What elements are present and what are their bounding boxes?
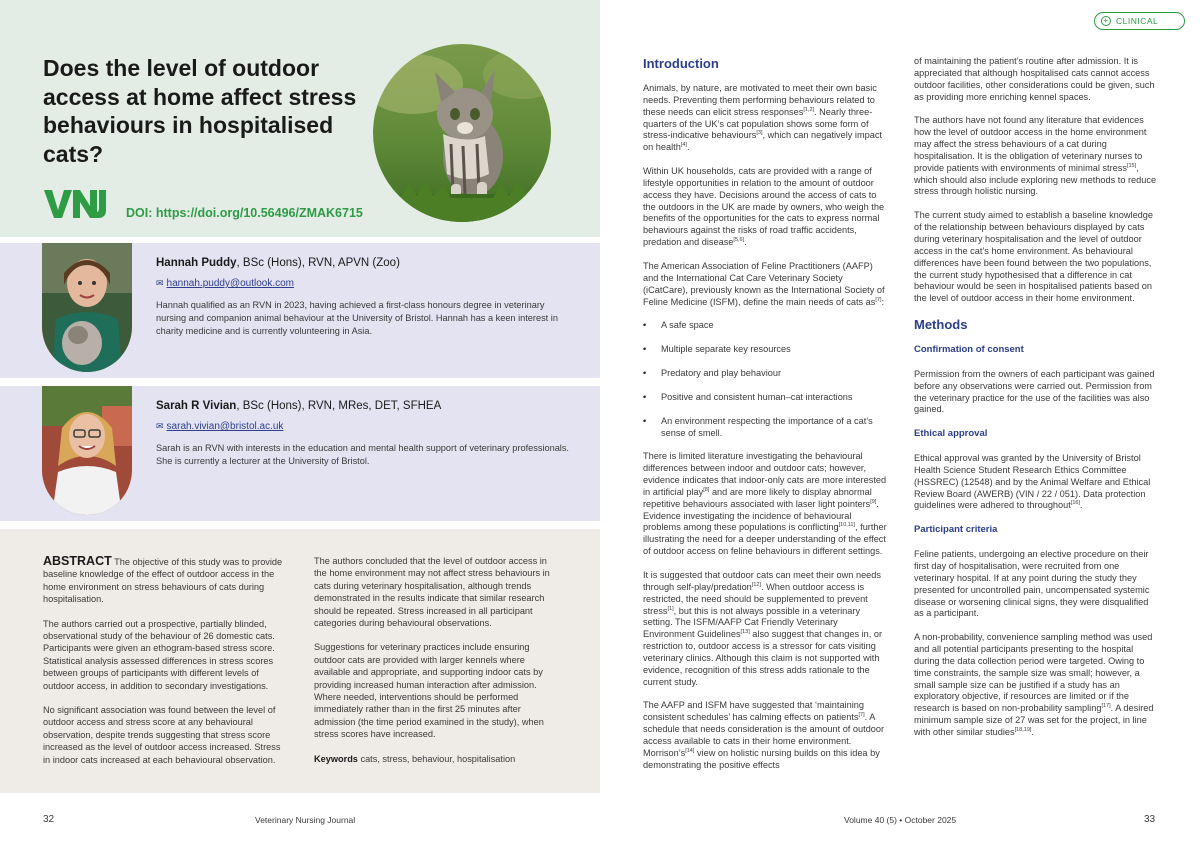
criteria-heading: Participant criteria xyxy=(914,524,998,536)
svg-text:VNJ: VNJ xyxy=(43,188,45,189)
author-email-link[interactable]: ✉ sarah.vivian@bristol.ac.uk xyxy=(156,421,284,432)
body-paragraph: A non-probability, convenience sampling method was used and all potential participants presenting to the hospital during the data collection period were targeted. Owing to time constraints, the sample size was small; however, a small sample size can be justified if a study has an exploratory objective, if resources are limited or if the research is based on non-probability sampling[17]. A desired minimum sample size of 27 was set for the project, in line with other similar studies[18,19]. xyxy=(914,632,1154,737)
author-bio: Sarah is an RVN with interests in the education and mental health support of veterinary professionals. She is currently a lecturer at the University of Bristol. xyxy=(156,443,569,467)
body-paragraph: Ethical approval was granted by the University of Bristol Health Science Student Research Ethics Committee (HSSREC) (12548) and by the Animal Welfare and Ethical Review Board (AWERB) (VIN / 22 / 051). Data protection guidelines were adhered to throughout[16]. xyxy=(914,453,1151,511)
abstract-heading: ABSTRACT xyxy=(43,554,112,568)
methods-heading: Methods xyxy=(914,317,968,333)
body-paragraph: Animals, by nature, are motivated to meet their own basic needs. Preventing them performing behaviours related to these needs can elicit stress responses[1,2]. Nearly three-quarters of the UK’s cat population shows some form of stress-indicative behaviours[3], which can negatively impact on health[4]. xyxy=(643,83,882,153)
needs-list xyxy=(643,320,889,439)
vnj-logo xyxy=(43,188,113,225)
author-panel-1 xyxy=(0,243,600,378)
author-panel-2 xyxy=(0,386,600,521)
body-paragraph: Feline patients, undergoing an elective procedure on their first day of hospitalisation, were recruited from one veterinary hospital. If at any point during the study they presented for uncontrolled pain, uncompensated systemic disease or worsening clinical signs, they were disqualified as a participant. xyxy=(914,549,1150,619)
page-number-right: 33 xyxy=(1144,814,1156,825)
body-paragraph: Within UK households, cats are provided with a range of lifestyle opportunities in relation to the amount of outdoor access they have. Decisions around the access of cats to the outdoors in the UK are made by owners, who weigh the benefits of the opportunities for the cats to express normal behaviours against the risks of road traffic accidents, predation and disease[5,6]. xyxy=(643,166,885,248)
envelope-icon: ✉ xyxy=(156,278,164,288)
abstract-paragraph: The authors concluded that the level of outdoor access in the home environment may not affect stress behaviours in cats during veterinary hospitalisation, although trends demonstrated in the results indicate that similar research should be repeated. Stress increased in all participant categories during behavioural observations. xyxy=(314,556,550,629)
body-paragraph: The American Association of Feline Practitioners (AAFP) and the International Cat Care Veterinary Society (iCatCare), previously known as the International Society of Feline Medicine (ISFM), define the main needs of cats as[7]: xyxy=(643,260,885,307)
article-title: Does the level of outdoor access at home affect stress behaviours in hospitalised cats? xyxy=(43,55,357,167)
body-paragraph: The AAFP and ISFM have suggested that ‘maintaining consistent schedules’ has calming effects on patients[7]. A schedule that needs consideration is the amount of outdoor access available to cats in their home environment. Morrison’s[14] view on holistic nursing builds on this idea by demonstrating the positive effects xyxy=(643,700,885,770)
author-photo-hannah xyxy=(42,243,132,372)
abstract-column-1 xyxy=(43,555,285,778)
body-paragraph: The authors have not found any literature that evidences how the level of outdoor access in the home environment may affect the stress behaviours of a cat during hospitalisation. It is the obligation of veterinary nurses to provide patients with environments of minimal stress[15], which should also include exploring new methods to reduce stress through holistic nursing. xyxy=(914,115,1157,197)
author-name: Sarah R Vivian, BSc (Hons), RVN, MRes, DET, SFHEA xyxy=(156,400,442,412)
body-paragraph: of maintaining the patient’s routine after admission. It is appreciated that although hospitalised cats cannot access outdoor facilities, other considerations could be given, such as providing more enriching kennel spaces. xyxy=(914,56,1155,102)
abstract-paragraph: The authors carried out a prospective, partially blinded, observational study of the behaviour of 26 domestic cats. Participants were given an ethogram-based stress score. Statistical analysis assessed differences in stress scores between groups of participants with different levels of outdoor access, in addition to secondary investigations. xyxy=(43,618,275,691)
envelope-icon: ✉ xyxy=(156,421,164,431)
author-bio: Hannah qualified as an RVN in 2023, having achieved a first-class honours degree in veterinary nursing and companion animal behaviour at the University of Bristol. Hannah has a keen interest in charity medicine and is currently volunteering in Asia. xyxy=(156,300,558,337)
doi-link[interactable]: DOI: https://doi.org/10.56496/ZMAK6715 xyxy=(126,206,363,220)
abstract-paragraph: No significant association was found between the level of outdoor access and stress score at any behavioural observation, despite trends suggesting that stress score increased as the level of outdoor access increased. Stress in indoor cats increased at each behavioural observation. xyxy=(43,705,281,765)
body-column-2 xyxy=(914,56,1160,751)
body-paragraph: There is limited literature investigating the behavioural differences between indoor and outdoor cats; however, evidence indicates that indoor-only cats are more interested in artificial play[8] and are more likely to display abnormal repetitive behaviours associated with laser light pointers[9]. Evidence investigating the incidence of behavioural problems among these populations is conflicting[10,11], further illustrating the need for a deeper understanding of the effect of outdoor access on feline behaviours in different settings. xyxy=(643,451,887,557)
section-tag-clinical: + CLINICAL xyxy=(1094,12,1185,30)
consent-heading: Confirmation of consent xyxy=(914,344,1024,356)
list-item: • Positive and consistent human–cat interactions xyxy=(643,392,889,404)
author-name: Hannah Puddy, BSc (Hons), RVN, APVN (Zoo) xyxy=(156,257,400,269)
list-item: • An environment respecting the importance of a cat’s sense of smell. xyxy=(643,416,889,440)
ethical-heading: Ethical approval xyxy=(914,428,988,440)
title-band xyxy=(0,0,600,237)
plus-circle-icon: + xyxy=(1101,16,1111,26)
body-paragraph: The current study aimed to establish a baseline knowledge of the relationship between behaviours displayed by cats during veterinary hospitalisation and the level of outdoor access in the cat’s home environment. As behavioural differences have been found between the two populations, the current study hypothesised that a difference in cat behaviour would be seen in hospitalised patients based on the level of outdoor access in their home environment. xyxy=(914,210,1154,304)
abstract-paragraph: The objective of this study was to provide baseline knowledge of the effect of outdoor access in the home environment on stress behaviours of cats during hospitalisation. xyxy=(43,557,283,605)
page-number-left: 32 xyxy=(43,814,55,825)
body-paragraph: It is suggested that outdoor cats can meet their own needs through self-play/predation[12]. When outdoor access is restricted, the need should be supplemented to prevent stress[1], but this is not always possible in a veterinary setting. The ISFM/AAFP Cat Friendly Veterinary Environment Guidelines[13] also suggest that changes in, or restriction to, outdoor access is a stressor for cats visiting veterinary clinics. Although this claim is not supported with evidence, recognition of this stress adds rationale to the current study. xyxy=(643,570,883,687)
author-photo-sarah xyxy=(42,386,132,515)
list-item: • A safe space xyxy=(643,320,889,332)
list-item: • Multiple separate key resources xyxy=(643,344,889,356)
abstract-paragraph: Suggestions for veterinary practices include ensuring outdoor cats are provided with larger kennels where available and appropriate, and supporting indoor cats by providing increased human interaction after admission. Where needed, interventions should be performed immediately rather than in the first 25 minutes after admission (the time period examined in the study), when stress scores have increased. xyxy=(314,642,544,740)
body-paragraph: Permission from the owners of each participant was gained before any observations were carried out. Permission from the veterinary practice for the use of the facilities was also gained. xyxy=(914,368,1155,415)
author-email-link[interactable]: ✉ hannah.puddy@outlook.com xyxy=(156,278,295,289)
list-item: • Predatory and play behaviour xyxy=(643,368,889,380)
abstract-box xyxy=(0,529,600,793)
kitten-photo xyxy=(373,44,551,222)
journal-name: Veterinary Nursing Journal xyxy=(255,815,356,825)
issue-info: Volume 40 (5) • October 2025 xyxy=(844,815,957,825)
introduction-heading: Introduction xyxy=(643,56,719,71)
keywords: Keywords cats, stress, behaviour, hospitalisation xyxy=(314,753,516,764)
body-column-1 xyxy=(643,56,889,784)
abstract-column-2 xyxy=(314,555,556,777)
